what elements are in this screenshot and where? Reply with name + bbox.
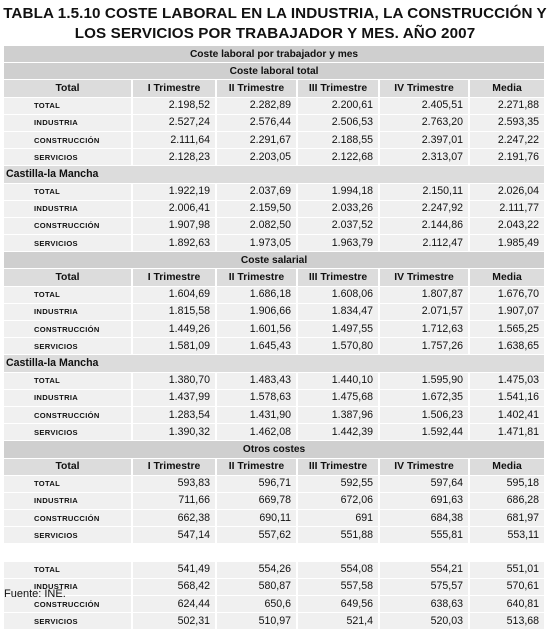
value-cell: 1.442,39 [297,424,379,441]
value-cell: 570,61 [469,578,544,595]
section-header-row [4,441,544,458]
row-label: SERVICIOS [4,424,132,441]
value-cell: 2.128,23 [132,149,216,166]
value-cell: 1.645,43 [216,338,297,355]
value-cell: 711,66 [132,492,216,509]
table-row [4,475,544,492]
column-header-row [4,458,544,475]
column-header: I Trimestre [132,80,216,97]
value-cell: 624,44 [132,596,216,613]
table-row [4,183,544,200]
value-cell: 2.122,68 [297,149,379,166]
value-cell: 681,97 [469,510,544,527]
spacer-row [4,544,544,561]
value-cell: 1.570,80 [297,338,379,355]
table-row [4,406,544,423]
value-cell: 513,68 [469,613,544,630]
value-cell: 1.676,70 [469,286,544,303]
value-cell: 2.506,53 [297,114,379,131]
value-cell: 1.565,25 [469,321,544,338]
column-header: III Trimestre [297,80,379,97]
column-header: IV Trimestre [379,458,469,475]
value-cell: 662,38 [132,510,216,527]
value-cell: 1.985,49 [469,235,544,252]
section-header-row [4,63,544,80]
value-cell: 1.440,10 [297,372,379,389]
value-cell: 1.449,26 [132,321,216,338]
value-cell: 690,11 [216,510,297,527]
table-row [4,613,544,630]
column-header: Media [469,80,544,97]
value-cell: 580,87 [216,578,297,595]
title-line-2: LOS SERVICIOS POR TRABAJADOR Y MES. AÑO 2007 [74,25,476,42]
value-cell: 2.397,01 [379,131,469,148]
table-title [0,4,550,44]
value-cell: 2.112,47 [379,235,469,252]
value-cell: 2.111,64 [132,131,216,148]
row-label: TOTAL [4,183,132,200]
value-cell: 1.892,63 [132,235,216,252]
value-cell: 2.026,04 [469,183,544,200]
value-cell: 1.431,90 [216,406,297,423]
value-cell: 2.282,89 [216,97,297,114]
row-label: TOTAL [4,475,132,492]
table-row [4,596,544,613]
value-cell: 2.082,50 [216,217,297,234]
column-header: Total [4,80,132,97]
column-header: III Trimestre [297,458,379,475]
value-cell: 1.973,05 [216,235,297,252]
row-label: SERVICIOS [4,338,132,355]
value-cell: 2.576,44 [216,114,297,131]
value-cell: 555,81 [379,527,469,544]
table-row [4,372,544,389]
row-label: CONSTRUCCIÓN [4,510,132,527]
row-label: SERVICIOS [4,527,132,544]
value-cell: 521,4 [297,613,379,630]
value-cell: 547,14 [132,527,216,544]
column-header: Total [4,458,132,475]
section-header-row [4,46,544,63]
column-header: I Trimestre [132,458,216,475]
row-label: CONSTRUCCIÓN [4,131,132,148]
column-header: I Trimestre [132,269,216,286]
value-cell: 520,03 [379,613,469,630]
value-cell: 2.144,86 [379,217,469,234]
spacer-cell [4,544,544,561]
value-cell: 1.578,63 [216,389,297,406]
column-header: III Trimestre [297,269,379,286]
title-line-1: TABLA 1.5.10 COSTE LABORAL EN LA INDUSTRIA, LA CONSTRUCCIÓN Y [3,5,547,22]
row-label: SERVICIOS [4,235,132,252]
value-cell: 649,56 [297,596,379,613]
value-cell: 650,6 [216,596,297,613]
region-label: Castilla-la Mancha [4,166,544,183]
row-label: SERVICIOS [4,149,132,166]
value-cell: 510,97 [216,613,297,630]
value-cell: 1.581,09 [132,338,216,355]
value-cell: 597,64 [379,475,469,492]
source-note: Fuente: INE. [4,588,66,600]
value-cell: 593,83 [132,475,216,492]
table-row [4,492,544,509]
value-cell: 2.313,07 [379,149,469,166]
value-cell: 1.963,79 [297,235,379,252]
row-label: INDUSTRIA [4,492,132,509]
section-header-row [4,252,544,269]
value-cell: 596,71 [216,475,297,492]
value-cell: 1.592,44 [379,424,469,441]
row-label: INDUSTRIA [4,303,132,320]
value-cell: 1.462,08 [216,424,297,441]
row-label: INDUSTRIA [4,200,132,217]
table-row [4,561,544,578]
value-cell: 1.907,98 [132,217,216,234]
table-row [4,97,544,114]
table-row [4,114,544,131]
table-body [4,46,544,630]
row-label: INDUSTRIA [4,578,132,595]
value-cell: 2.198,52 [132,97,216,114]
value-cell: 541,49 [132,561,216,578]
row-label: CONSTRUCCIÓN [4,596,132,613]
table-row [4,338,544,355]
value-cell: 1.604,69 [132,286,216,303]
value-cell: 551,88 [297,527,379,544]
value-cell: 686,28 [469,492,544,509]
row-label: CONSTRUCCIÓN [4,406,132,423]
value-cell: 2.763,20 [379,114,469,131]
value-cell: 691 [297,510,379,527]
value-cell: 1.475,03 [469,372,544,389]
column-header: IV Trimestre [379,80,469,97]
table-row [4,303,544,320]
value-cell: 1.638,65 [469,338,544,355]
value-cell: 1.541,16 [469,389,544,406]
value-cell: 2.188,55 [297,131,379,148]
table-row [4,235,544,252]
value-cell: 1.595,90 [379,372,469,389]
value-cell: 1.402,41 [469,406,544,423]
column-header: Media [469,269,544,286]
value-cell: 1.906,66 [216,303,297,320]
value-cell: 1.672,35 [379,389,469,406]
value-cell: 1.807,87 [379,286,469,303]
section-title: Otros costes [4,441,544,458]
value-cell: 691,63 [379,492,469,509]
region-row [4,355,544,372]
value-cell: 672,06 [297,492,379,509]
column-header: II Trimestre [216,458,297,475]
value-cell: 2.593,35 [469,114,544,131]
value-cell: 684,38 [379,510,469,527]
value-cell: 1.506,23 [379,406,469,423]
row-label: INDUSTRIA [4,114,132,131]
value-cell: 502,31 [132,613,216,630]
value-cell: 1.757,26 [379,338,469,355]
value-cell: 2.191,76 [469,149,544,166]
table-row [4,321,544,338]
table-row [4,510,544,527]
value-cell: 1.390,32 [132,424,216,441]
column-header-row [4,269,544,286]
value-cell: 2.159,50 [216,200,297,217]
row-label: TOTAL [4,561,132,578]
value-cell: 2.247,22 [469,131,544,148]
value-cell: 2.111,77 [469,200,544,217]
table-row [4,578,544,595]
value-cell: 553,11 [469,527,544,544]
value-cell: 2.271,88 [469,97,544,114]
value-cell: 2.037,52 [297,217,379,234]
value-cell: 1.437,99 [132,389,216,406]
value-cell: 2.405,51 [379,97,469,114]
value-cell: 638,63 [379,596,469,613]
value-cell: 1.483,43 [216,372,297,389]
value-cell: 2.033,26 [297,200,379,217]
value-cell: 1.475,68 [297,389,379,406]
value-cell: 2.200,61 [297,97,379,114]
value-cell: 557,58 [297,578,379,595]
column-header: II Trimestre [216,269,297,286]
value-cell: 595,18 [469,475,544,492]
value-cell: 2.037,69 [216,183,297,200]
value-cell: 554,21 [379,561,469,578]
table-row [4,389,544,406]
value-cell: 1.994,18 [297,183,379,200]
value-cell: 2.247,92 [379,200,469,217]
value-cell: 568,42 [132,578,216,595]
row-label: SERVICIOS [4,613,132,630]
section-title: Coste salarial [4,252,544,269]
value-cell: 1.608,06 [297,286,379,303]
value-cell: 2.527,24 [132,114,216,131]
value-cell: 554,08 [297,561,379,578]
table-row [4,286,544,303]
value-cell: 2.006,41 [132,200,216,217]
value-cell: 1.834,47 [297,303,379,320]
value-cell: 640,81 [469,596,544,613]
value-cell: 551,01 [469,561,544,578]
value-cell: 1.497,55 [297,321,379,338]
value-cell: 2.043,22 [469,217,544,234]
section-title: Coste laboral por trabajador y mes [4,46,544,63]
table-row [4,217,544,234]
value-cell: 575,57 [379,578,469,595]
table-row [4,131,544,148]
value-cell: 554,26 [216,561,297,578]
value-cell: 2.291,67 [216,131,297,148]
value-cell: 592,55 [297,475,379,492]
value-cell: 2.071,57 [379,303,469,320]
value-cell: 1.907,07 [469,303,544,320]
region-row [4,166,544,183]
labor-cost-table [4,46,544,630]
value-cell: 1.815,58 [132,303,216,320]
value-cell: 669,78 [216,492,297,509]
value-cell: 1.712,63 [379,321,469,338]
table-row [4,424,544,441]
column-header: Media [469,458,544,475]
column-header-row [4,80,544,97]
value-cell: 1.686,18 [216,286,297,303]
value-cell: 2.203,05 [216,149,297,166]
value-cell: 1.601,56 [216,321,297,338]
value-cell: 2.150,11 [379,183,469,200]
row-label: TOTAL [4,372,132,389]
value-cell: 1.380,70 [132,372,216,389]
value-cell: 557,62 [216,527,297,544]
row-label: CONSTRUCCIÓN [4,321,132,338]
column-header: Total [4,269,132,286]
column-header: IV Trimestre [379,269,469,286]
row-label: TOTAL [4,97,132,114]
value-cell: 1.922,19 [132,183,216,200]
table-row [4,200,544,217]
value-cell: 1.471,81 [469,424,544,441]
value-cell: 1.283,54 [132,406,216,423]
section-title: Coste laboral total [4,63,544,80]
table-row [4,149,544,166]
row-label: INDUSTRIA [4,389,132,406]
column-header: II Trimestre [216,80,297,97]
row-label: TOTAL [4,286,132,303]
table-row [4,527,544,544]
row-label: CONSTRUCCIÓN [4,217,132,234]
value-cell: 1.387,96 [297,406,379,423]
region-label: Castilla-la Mancha [4,355,544,372]
